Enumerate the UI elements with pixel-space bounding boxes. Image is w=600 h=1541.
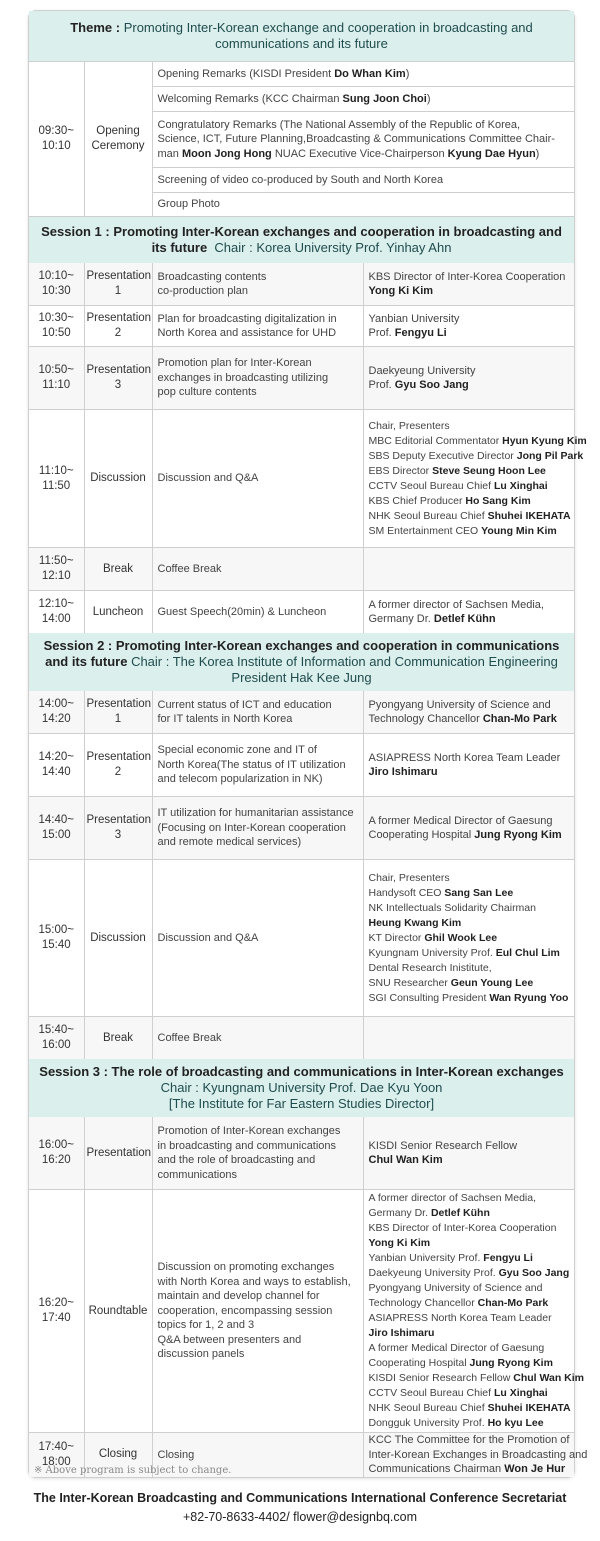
topic-cell: Closing (152, 1433, 363, 1477)
speaker-affiliation: Handysoft CEO (368, 886, 445, 899)
speaker-line (369, 698, 570, 713)
speaker-affiliation: NK Intellectuals Solidarity Chairman (368, 901, 536, 914)
speaker-cell (363, 306, 574, 347)
speaker-affiliation: KBS Director of Inter-Korea Cooperation (368, 270, 566, 283)
type-cell: Presentation 3 (84, 347, 152, 410)
type-cell: Presentation 1 (84, 691, 152, 734)
speaker-name: Shuhei IKEHATA (487, 1402, 571, 1414)
speaker-line (369, 509, 570, 524)
schedule-row (29, 263, 574, 306)
session2-rows (29, 691, 574, 1059)
schedule-row (29, 306, 574, 347)
speaker-name: Shuhei IKEHATA (487, 509, 571, 522)
session1-header-row (29, 217, 574, 264)
type-cell: Presentation 3 (84, 797, 152, 860)
secretariat-contact: +82-70-8633-4402/ flower@designbq.com (182, 1510, 417, 1524)
speaker-affiliation: Technology Chancellor (368, 1297, 478, 1309)
speaker-line (369, 1356, 570, 1371)
opening-time: 09:30~ 10:10 (29, 62, 84, 217)
theme-label: Theme : (70, 20, 121, 35)
speaker-line (369, 976, 570, 991)
speaker-name: Sang San Lee (444, 886, 514, 899)
speaker-line (369, 378, 570, 393)
speaker-affiliation: Technology Chancellor (368, 713, 483, 725)
session3-chair: Chair : Kyungnam University Prof. Dae Kyu Yoon (160, 1080, 443, 1095)
program-note: ※ Above program is subject to change. (34, 1465, 232, 1476)
opening-row (29, 62, 574, 87)
speaker-name: Steve Seung Hoon Lee (432, 464, 546, 477)
speaker-affiliation: Chair, Presenters (368, 419, 450, 432)
speaker-line (369, 946, 570, 961)
session1-header (29, 217, 574, 264)
speaker-cell (363, 347, 574, 410)
speaker-affiliation: KT Director (368, 931, 425, 944)
speaker-cell (363, 1017, 574, 1060)
session1-chair: Chair : Korea University Prof. Yinhay Ahn (214, 240, 452, 255)
program-card (28, 10, 588, 1478)
speaker-name: Chul Wan Kim (513, 1372, 585, 1384)
topic-cell: Current status of ICT and education for IT talents in North Korea (152, 691, 363, 734)
topic-cell: Broadcasting contents co-production plan (152, 263, 363, 306)
session3-title: Session 3 : The role of broadcasting and communications in Inter-Korean exchanges (39, 1064, 564, 1079)
speaker-name: Jong Pil Park (516, 449, 584, 462)
speaker-affiliation: Kyungnam University Prof. (368, 946, 496, 959)
speaker-name: Ho kyu Lee (487, 1417, 544, 1429)
speaker-line (369, 931, 570, 946)
speaker-affiliation: ASIAPRESS North Korea Team Leader (368, 751, 561, 764)
speaker-line (369, 886, 570, 901)
schedule-row (29, 591, 574, 634)
speaker-line (369, 326, 570, 341)
speaker-line (368, 1448, 588, 1463)
speaker-affiliation: Pyongyang University of Science and (368, 1282, 543, 1294)
speaker-line (369, 464, 570, 479)
type-cell: Luncheon (84, 591, 152, 634)
speaker-affiliation: Cooperating Hospital (368, 1357, 470, 1369)
speaker-name: Fengyu Li (483, 1252, 533, 1264)
speaker-name: Jiro Ishimaru (368, 1327, 435, 1339)
time-cell: 14:40~ 15:00 (29, 797, 84, 860)
type-cell: Roundtable (84, 1190, 152, 1433)
speaker-line (369, 1311, 570, 1326)
speaker-affiliation: Daekyeung University (368, 364, 476, 377)
topic-cell: Discussion on promoting exchanges with North Korea and ways to establish, maintain and develop channel for cooperation, encompassing session topics for 1, 2 and 3 Q&A between presenters and discussion panels (152, 1190, 363, 1433)
speaker-affiliation: A former director of Sachsen Media, (368, 598, 544, 611)
speaker-affiliation: Pyongyang University of Science and (368, 698, 551, 711)
speaker-affiliation: SGI Consulting President (368, 991, 490, 1004)
session3-header-row (29, 1059, 574, 1117)
speaker-line (369, 1386, 570, 1401)
speaker-line (369, 1191, 570, 1206)
speaker-line (369, 991, 570, 1006)
speaker-line (369, 814, 570, 829)
speaker-affiliation: EBS Director (368, 464, 433, 477)
speaker-name: Lu Xinghai (493, 1387, 548, 1399)
speaker-affiliation: Prof. (368, 327, 395, 339)
program-table (29, 11, 588, 1477)
speaker-name: Chul Wan Kim (368, 1154, 443, 1166)
speaker-name: Hyun Kyung Kim (502, 434, 587, 447)
speaker-line (369, 1401, 570, 1416)
topic-cell: Coffee Break (152, 1017, 363, 1060)
opening-type: Opening Ceremony (84, 62, 152, 217)
theme-text: Promoting Inter-Korean exchange and cooperation in broadcasting and communications and its future (123, 20, 533, 51)
speaker-name: Jung Ryong Kim (469, 1357, 553, 1369)
speaker-name: Detlef Kühn (430, 1207, 490, 1219)
time-cell: 16:00~ 16:20 (29, 1117, 84, 1190)
time-cell: 14:00~ 14:20 (29, 691, 84, 734)
schedule-row (29, 347, 574, 410)
speaker-affiliation: A former Medical Director of Gaesung (368, 1342, 545, 1354)
speaker-line (369, 270, 570, 285)
speaker-line (369, 312, 570, 327)
speaker-affiliation: Communications Chairman (368, 1463, 505, 1475)
speaker-name: Eul Chul Lim (495, 946, 560, 959)
speaker-line (369, 1221, 570, 1236)
group-photo: Group Photo (152, 193, 574, 217)
speaker-line (369, 901, 570, 916)
schedule-row (29, 734, 574, 797)
speaker-cell (363, 1117, 574, 1190)
speaker-line (369, 284, 570, 299)
speaker-line (369, 524, 570, 539)
type-cell: Break (84, 1017, 152, 1060)
session2-header-row (29, 633, 574, 691)
schedule-row (29, 1190, 574, 1433)
speaker-name: Detlef Kühn (433, 613, 496, 625)
speaker-line (369, 494, 570, 509)
session2-header (29, 633, 574, 691)
schedule-row (29, 1017, 574, 1060)
time-cell: 10:50~ 11:10 (29, 347, 84, 410)
welcoming-remarks: Welcoming Remarks (KCC Chairman Sung Joon Choi) (152, 87, 574, 112)
speaker-cell (363, 860, 574, 1017)
speaker-affiliation: KBS Director of Inter-Korea Cooperation (368, 1222, 557, 1234)
type-cell: Discussion (84, 410, 152, 548)
speaker-line (369, 1236, 570, 1251)
type-cell: Discussion (84, 860, 152, 1017)
speaker-affiliation: KISDI Senior Research Fellow (368, 1139, 518, 1152)
speaker-cell (363, 263, 574, 306)
speaker-line (369, 961, 570, 976)
session2-chair: Chair : The Korea Institute of Information and Communication Engineering President Hak Kee Jung (131, 654, 558, 685)
session3-rows (29, 1117, 588, 1477)
speaker-affiliation: SNU Researcher (368, 976, 451, 989)
type-cell: Presentation (84, 1117, 152, 1190)
type-cell: Presentation 2 (84, 306, 152, 347)
speaker-affiliation: Germany Dr. (368, 1207, 431, 1219)
time-cell: 16:20~ 17:40 (29, 1190, 84, 1433)
speaker-cell (363, 548, 574, 591)
speaker-affiliation: Prof. (368, 379, 395, 391)
theme-row (29, 11, 574, 62)
session1-rows (29, 263, 587, 633)
speaker-affiliation: A former director of Sachsen Media, (368, 1192, 536, 1204)
speaker-line (369, 1281, 570, 1296)
schedule-row (29, 860, 574, 1017)
time-cell: 14:20~ 14:40 (29, 734, 84, 797)
topic-cell: Special economic zone and IT of North Korea(The status of IT utilization and telecom popularization in NK) (152, 734, 363, 797)
speaker-line (369, 871, 570, 886)
speaker-affiliation: Inter-Korean Exchanges in Broadcasting and (368, 1448, 588, 1461)
time-cell: 11:50~ 12:10 (29, 548, 84, 591)
speaker-cell (363, 734, 574, 797)
time-cell: 10:30~ 10:50 (29, 306, 84, 347)
speaker-line (369, 828, 570, 843)
speaker-name: Yong Ki Kim (368, 1237, 431, 1249)
speaker-affiliation: KBS Chief Producer (368, 494, 466, 507)
speaker-name: Gyu Soo Jang (498, 1267, 570, 1279)
speaker-cell (363, 797, 574, 860)
speaker-line (369, 364, 570, 379)
secretariat-title: The Inter-Korean Broadcasting and Communications International Conference Secretariat (33, 1491, 567, 1505)
speaker-line (369, 1296, 570, 1311)
speaker-line (369, 419, 570, 434)
topic-cell: Promotion plan for Inter-Korean exchanges in broadcasting utilizing pop culture contents (152, 347, 363, 410)
speaker-cell (363, 410, 587, 548)
speaker-affiliation: Chair, Presenters (368, 871, 450, 884)
time-cell: 17:40~ 18:00 (29, 1433, 84, 1477)
schedule-row (29, 1117, 574, 1190)
time-cell: 15:40~ 16:00 (29, 1017, 84, 1060)
schedule-row (29, 691, 574, 734)
speaker-line (369, 712, 570, 727)
speaker-affiliation: KCC The Committee for the Promotion of (368, 1434, 570, 1446)
speaker-name: Fengyu Li (394, 327, 447, 339)
session1-title: Session 1 : Promoting Inter-Korean exchanges and cooperation in broadcasting and its future (41, 224, 562, 255)
schedule-row (29, 548, 574, 591)
speaker-affiliation: NHK Seoul Bureau Chief (368, 1402, 488, 1414)
type-cell: Closing (84, 1433, 152, 1477)
speaker-line (368, 1371, 585, 1386)
speaker-line (369, 598, 570, 613)
speaker-affiliation: NHK Seoul Bureau Chief (368, 509, 488, 522)
session3-chair-institute: [The Institute for Far Eastern Studies Director] (168, 1096, 435, 1111)
speaker-affiliation: Yanbian University (368, 312, 460, 325)
video-screening: Screening of video co-produced by South and North Korea (152, 168, 574, 193)
topic-cell: Guest Speech(20min) & Luncheon (152, 591, 363, 634)
speaker-name: Chan-Mo Park (477, 1297, 549, 1309)
session3-header (29, 1059, 574, 1117)
time-cell: 15:00~ 15:40 (29, 860, 84, 1017)
speaker-affiliation: Germany Dr. (368, 613, 434, 625)
session2-title: Session 2 : Promoting Inter-Korean exchanges and cooperation in communications and its future (43, 638, 560, 669)
topic-cell: Promotion of Inter-Korean exchanges in broadcasting and communications and the role of broadcasting and communications (152, 1117, 363, 1190)
speaker-line (369, 1341, 570, 1356)
speaker-affiliation: CCTV Seoul Bureau Chief (368, 1387, 494, 1399)
speaker-name: Chan-Mo Park (482, 713, 557, 725)
topic-cell: IT utilization for humanitarian assistance (Focusing on Inter-Korean cooperation and remote medical services) (152, 797, 363, 860)
speaker-cell (363, 1190, 585, 1433)
theme-header (29, 11, 574, 62)
speaker-line (369, 1139, 570, 1154)
speaker-name: Lu Xinghai (493, 479, 548, 492)
speaker-line (369, 1433, 570, 1448)
speaker-affiliation: ASIAPRESS North Korea Team Leader (368, 1312, 552, 1324)
speaker-line (369, 612, 570, 627)
speaker-affiliation: SBS Deputy Executive Director (368, 449, 517, 462)
speaker-affiliation: KISDI Senior Research Fellow (368, 1372, 514, 1384)
speaker-name: Heung Kwang Kim (368, 916, 462, 929)
speaker-affiliation: Cooperating Hospital (368, 829, 475, 841)
speaker-line (368, 449, 584, 464)
speaker-line (369, 751, 570, 766)
speaker-affiliation: CCTV Seoul Bureau Chief (368, 479, 494, 492)
speaker-name: Jiro Ishimaru (368, 766, 438, 778)
speaker-cell (363, 1433, 588, 1477)
congratulatory-remarks: Congratulatory Remarks (The National Assembly of the Republic of Korea, Science, ICT, Future Planning,Broadcasting & Communications Committee Chair- man Moon Jong Hong NUAC Executive Vice-Chairperson Kyung Dae Hyun) (152, 112, 574, 168)
speaker-line (369, 1206, 570, 1221)
type-cell: Break (84, 548, 152, 591)
topic-cell: Discussion and Q&A (152, 860, 363, 1017)
speaker-line (369, 1326, 570, 1341)
type-cell: Presentation 1 (84, 263, 152, 306)
speaker-name: Gyu Soo Jang (394, 379, 469, 391)
speaker-cell (363, 591, 574, 634)
speaker-line (369, 1416, 570, 1431)
speaker-line (369, 916, 570, 931)
speaker-line (369, 1266, 570, 1281)
speaker-cell (363, 691, 574, 734)
speaker-name: Ghil Wook Lee (424, 931, 498, 944)
speaker-line (369, 1251, 570, 1266)
speaker-name: Ho Sang Kim (465, 494, 531, 507)
topic-cell: Plan for broadcasting digitalization in North Korea and assistance for UHD (152, 306, 363, 347)
schedule-row (29, 797, 574, 860)
speaker-name: Won Je Hur (504, 1463, 566, 1475)
speaker-name: Wan Ryung Yoo (489, 991, 569, 1004)
speaker-line (369, 1153, 570, 1168)
speaker-name: Yong Ki Kim (368, 285, 434, 297)
topic-cell: Coffee Break (152, 548, 363, 591)
speaker-line (369, 765, 570, 780)
speaker-affiliation: Yanbian University Prof. (368, 1252, 484, 1264)
speaker-line (369, 479, 570, 494)
topic-cell: Discussion and Q&A (152, 410, 363, 548)
speaker-affiliation: Dongguk University Prof. (368, 1417, 488, 1429)
speaker-name: Geun Young Lee (450, 976, 534, 989)
speaker-affiliation: MBC Editorial Commentator (368, 434, 503, 447)
speaker-name: Jung Ryong Kim (474, 829, 562, 841)
type-cell: Presentation 2 (84, 734, 152, 797)
time-cell: 11:10~ 11:50 (29, 410, 84, 548)
speaker-line (368, 434, 587, 449)
speaker-name: Young Min Kim (481, 524, 557, 537)
speaker-affiliation: Daekyeung University Prof. (368, 1267, 499, 1279)
time-cell: 12:10~ 14:00 (29, 591, 84, 634)
speaker-affiliation: SM Entertainment CEO (368, 524, 482, 537)
time-cell: 10:10~ 10:30 (29, 263, 84, 306)
opening-remarks: Opening Remarks (KISDI President Do Whan Kim) (152, 62, 574, 87)
schedule-row (29, 410, 574, 548)
speaker-affiliation: Dental Research Inistitute, (368, 961, 492, 974)
speaker-line (369, 1462, 570, 1477)
speaker-affiliation: A former Medical Director of Gaesung (368, 814, 553, 827)
